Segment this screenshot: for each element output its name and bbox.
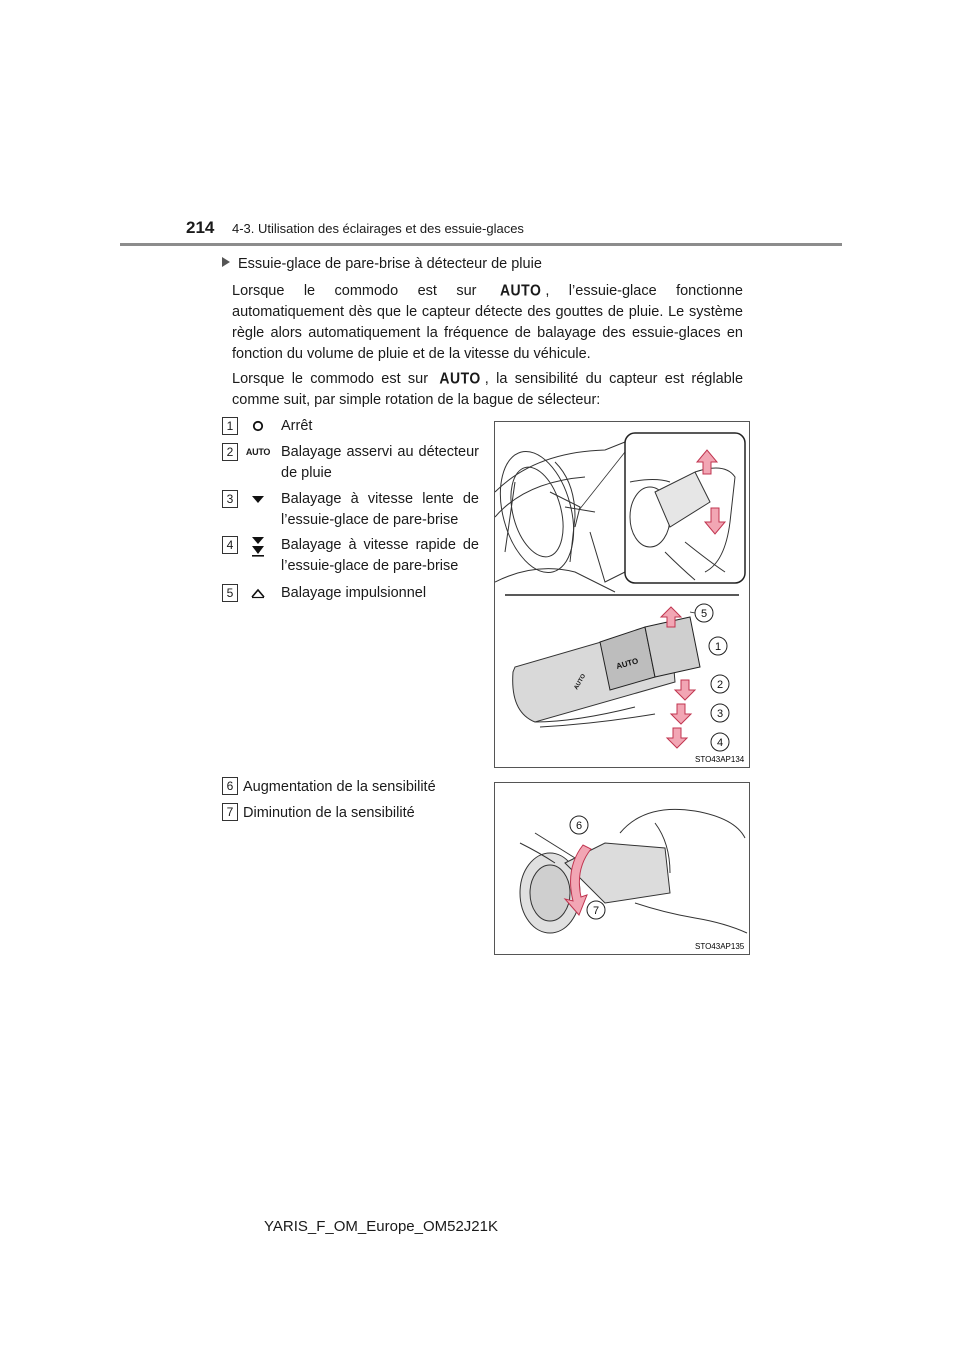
callout-6: 6 bbox=[575, 820, 583, 832]
auto-symbol-icon: AUTO bbox=[439, 368, 481, 388]
item-text: Balayage impulsionnel bbox=[281, 585, 427, 601]
item-text: Balayage à vitesse rapide de l’essuie-glace de pare-brise bbox=[281, 537, 479, 574]
auto-symbol-icon: AUTO bbox=[499, 280, 542, 300]
paragraph2-start: Lorsque le commodo est sur bbox=[232, 371, 429, 387]
item-text: Diminution de la sensibilité bbox=[243, 805, 415, 821]
wiper-stalk-illustration bbox=[495, 422, 749, 767]
off-circle-icon bbox=[243, 417, 273, 435]
subheading bbox=[222, 256, 542, 272]
page-number: 214 bbox=[186, 218, 215, 237]
callout-3: 3 bbox=[716, 708, 724, 720]
figure-code: STO43AP134 bbox=[695, 755, 745, 764]
footer-code: YARIS_F_OM_Europe_OM52J21K bbox=[264, 1218, 499, 1235]
chevron-up-icon bbox=[243, 584, 273, 602]
subheading-text: Essuie-glace de pare-brise à détecteur de pluie bbox=[238, 256, 542, 272]
callout-2: 2 bbox=[716, 679, 724, 691]
double-chevron-down-icon bbox=[243, 535, 273, 557]
item-number-badge: 6 bbox=[222, 777, 238, 795]
callout-1: 1 bbox=[714, 641, 722, 653]
header-rule bbox=[120, 243, 842, 246]
section-title: 4-3. Utilisation des éclairages et des essuie-glaces bbox=[232, 221, 524, 236]
paragraph1-start: Lorsque le commodo est sur bbox=[232, 283, 477, 299]
callout-7: 7 bbox=[592, 905, 600, 917]
item-text: Arrêt bbox=[281, 418, 313, 434]
bullet-arrow-icon bbox=[222, 257, 230, 267]
paragraph2-end: , la sensibilité du capteur est réglable comme suit, par simple rotation de la bague de sélecteur: bbox=[232, 371, 744, 408]
item-number-badge: 1 bbox=[222, 417, 238, 435]
item-text: Balayage à vitesse lente de l’essuie-glace de pare-brise bbox=[281, 491, 479, 528]
item-number-badge: 7 bbox=[222, 803, 238, 821]
paragraph1-end: , l’essuie-glace fonctionne automatiquement dès que le capteur détecte des gouttes de pluie. Le système règle alors automatiquement la fréquence de balayage des essuie-glaces en fonction du volume de pluie et de la vitesse du véhicule. bbox=[232, 283, 743, 362]
item-number-badge: 5 bbox=[222, 584, 238, 602]
item-number-badge: 4 bbox=[222, 536, 238, 554]
figure-code: STO43AP135 bbox=[695, 942, 745, 951]
item-text: Balayage asservi au détecteur de pluie bbox=[281, 444, 479, 481]
paragraph-sensitivity bbox=[232, 368, 743, 411]
figure-wiper-stalk bbox=[494, 421, 750, 768]
item-text: Augmentation de la sensibilité bbox=[243, 779, 436, 795]
auto-icon: AUTO bbox=[245, 447, 271, 457]
single-chevron-down-icon bbox=[243, 490, 273, 508]
ring-auto-label: AUTO bbox=[573, 673, 588, 691]
paragraph-rain-sensor bbox=[232, 280, 743, 365]
sensitivity-ring-illustration bbox=[495, 783, 749, 954]
figure-sensitivity-ring bbox=[494, 782, 750, 955]
stalk-auto-label: AUTO bbox=[615, 656, 640, 671]
item-number-badge: 2 bbox=[222, 443, 238, 461]
callout-4: 4 bbox=[716, 737, 724, 749]
callout-5: 5 bbox=[700, 608, 708, 620]
item-number-badge: 3 bbox=[222, 490, 238, 508]
